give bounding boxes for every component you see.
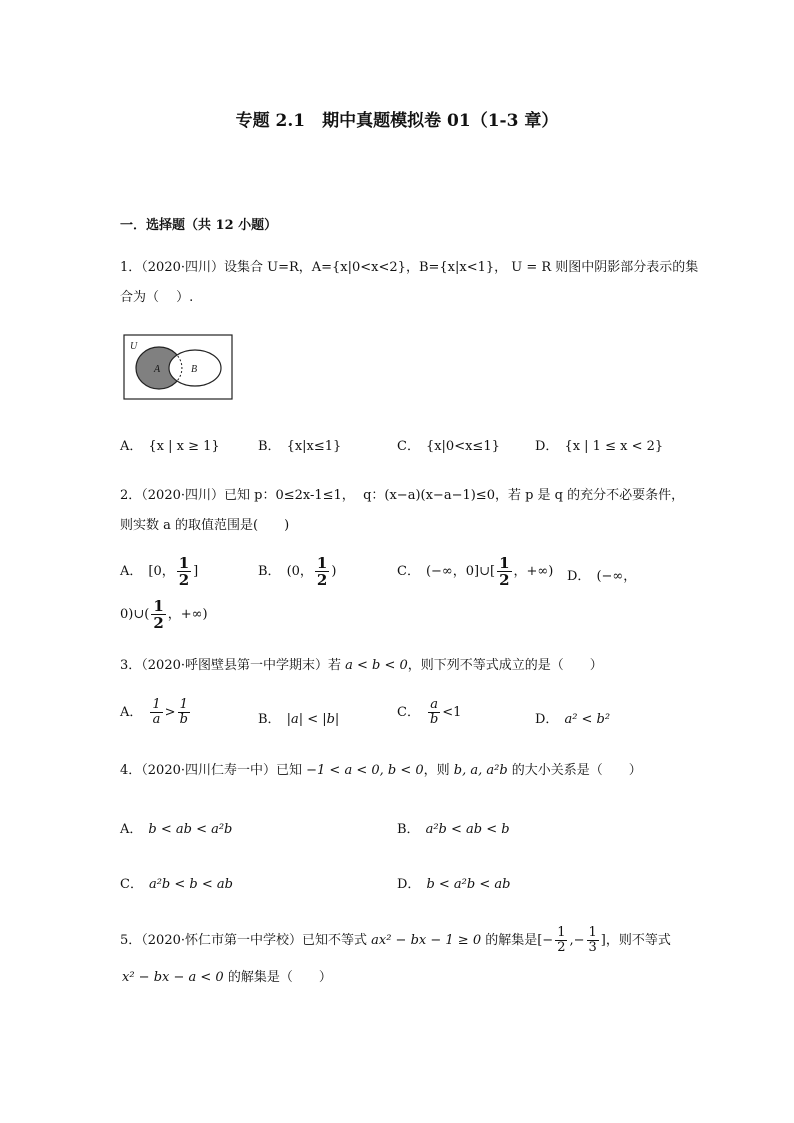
- q2-stem-line1: [120, 486, 684, 506]
- fraction-numerator: 1: [557, 925, 566, 940]
- option-label: D．: [567, 569, 591, 584]
- option-label: A．: [120, 564, 143, 579]
- option-label: C．: [397, 439, 420, 454]
- option-post: ，+∞): [167, 607, 208, 622]
- fraction: [315, 555, 329, 588]
- fraction-numerator: 1: [499, 554, 510, 572]
- q4-stem-line1: [120, 761, 642, 781]
- option-label: C．: [397, 705, 420, 720]
- fraction-numerator: 1: [152, 697, 161, 712]
- option-post: ): [331, 564, 337, 579]
- option-text: a² < b²: [564, 712, 611, 727]
- option-label: D．: [535, 712, 559, 727]
- q1-option-c[interactable]: [397, 435, 500, 454]
- fraction-numerator: a: [428, 698, 440, 713]
- option-text: {x | 1 ≤ x < 2}: [564, 439, 664, 454]
- q1-stem-line2: 合为（ ）.: [120, 290, 194, 305]
- option-label: B．: [258, 712, 281, 727]
- option-label: B．: [258, 564, 281, 579]
- fraction-numerator: 1: [588, 925, 597, 940]
- fraction-denominator: 2: [499, 571, 510, 589]
- option-label: C．: [397, 564, 420, 579]
- q2-q-condition: q：(x−a)(x−a−1)≤0，若 p 是 q 的充分不必要条件，: [363, 488, 685, 503]
- q1-option-b[interactable]: [258, 435, 341, 454]
- fraction: [587, 926, 599, 955]
- q4-mid: ，则: [423, 763, 454, 778]
- q3-option-b[interactable]: [258, 708, 339, 727]
- fraction-numerator: 1: [153, 597, 164, 615]
- q5-suffix: ，则不等式: [605, 933, 671, 948]
- venn-label-b: B: [191, 364, 198, 375]
- q2-option-c[interactable]: [397, 555, 553, 588]
- option-pre: [0，: [148, 564, 175, 579]
- fraction: [150, 698, 162, 727]
- option-text: b < ab < a²b: [148, 822, 233, 837]
- option-text: {x|0<x≤1}: [425, 439, 500, 454]
- q3-option-c[interactable]: [397, 698, 461, 727]
- q5-interval-open: [−: [537, 933, 554, 948]
- q2-option-b[interactable]: [258, 555, 336, 588]
- option-label: C．: [120, 877, 143, 892]
- fraction-numerator: 1: [178, 698, 190, 713]
- option-text: b < a²b < ab: [426, 877, 511, 892]
- fraction-denominator: 2: [153, 614, 164, 632]
- option-label: B．: [397, 822, 420, 837]
- q3-prefix: 3．（2020·呼图壁县第一中学期末）若: [120, 658, 346, 673]
- page-title: 专题 2.1 期中真题模拟卷 01（1-3 章）: [235, 111, 559, 131]
- fraction: [497, 555, 511, 588]
- q5-suffix-2: 的解集是（ ）: [223, 970, 332, 985]
- option-label: B．: [258, 439, 281, 454]
- fraction-numerator: 1: [316, 554, 328, 572]
- q2-option-d-continued[interactable]: [120, 598, 208, 631]
- q3-option-d[interactable]: [535, 708, 610, 727]
- fraction: [555, 926, 567, 955]
- fraction-denominator: a: [152, 712, 161, 727]
- q1-option-a[interactable]: [120, 435, 220, 454]
- venn-diagram: [123, 334, 233, 400]
- q3-suffix: ，则下列不等式成立的是（ ）: [407, 658, 603, 673]
- option-text: a²b < b < ab: [148, 877, 233, 892]
- q4-terms: b, a, a²b: [453, 763, 508, 778]
- q5-interval-sep: ,−: [569, 933, 585, 948]
- option-label: D．: [397, 877, 421, 892]
- option-pre: (−∞，0]∪[: [425, 564, 496, 579]
- fraction-denominator: 3: [588, 940, 597, 955]
- q2-stem-line2: 则实数 a 的取值范围是( ): [120, 518, 290, 533]
- q3-condition: a < b < 0: [345, 658, 408, 673]
- fraction-denominator: b: [429, 712, 439, 727]
- fraction: [177, 555, 191, 588]
- q5-stem-line2: [122, 968, 332, 988]
- q4-option-a[interactable]: [120, 818, 232, 837]
- q5-prefix: 5．（2020·怀仁市第一中学校）已知不等式: [120, 933, 372, 948]
- option-pre: (0，: [286, 564, 313, 579]
- option-label: A．: [120, 822, 143, 837]
- q4-option-d[interactable]: [397, 873, 510, 892]
- q5-inequality: ax² − bx − 1 ≥ 0: [371, 933, 482, 948]
- q4-condition: −1 < a < 0, b < 0: [306, 763, 424, 778]
- venn-label-u: U: [130, 341, 138, 352]
- comparison-operator: >: [164, 705, 176, 720]
- q4-option-c[interactable]: [120, 873, 233, 892]
- q3-option-a[interactable]: [120, 698, 192, 727]
- option-text: a²b < ab < b: [425, 822, 510, 837]
- q5-interval-close: ]: [600, 933, 606, 948]
- q2-option-d[interactable]: [567, 565, 636, 584]
- fraction-denominator: 2: [557, 940, 566, 955]
- option-label: D．: [535, 439, 559, 454]
- q2-option-a[interactable]: [120, 555, 198, 588]
- option-pre: (−∞，: [596, 569, 637, 584]
- q4-prefix: 4．（2020·四川仁寿一中）已知: [120, 763, 307, 778]
- q1-stem-line1: 1．（2020·四川）设集合 U=R，A={x|0<x<2}，B={x|x<1}， U = R 则图中阴影部分表示的集: [120, 260, 699, 275]
- section-heading: 一．选择题（共 12 小题）: [120, 218, 278, 233]
- q5-inequality-2: x² − bx − a < 0: [122, 970, 224, 985]
- q1-option-d[interactable]: [535, 435, 663, 454]
- fraction: [178, 698, 190, 727]
- q2-p-condition: p：0≤2x-1≤1，: [254, 488, 355, 503]
- option-post: ]: [193, 564, 199, 579]
- q5-stem-line1: [120, 926, 671, 955]
- venn-label-a: A: [154, 364, 161, 375]
- option-post: ，+∞): [513, 564, 554, 579]
- option-text: {x | x ≥ 1}: [148, 439, 220, 454]
- q2-prefix: 2．（2020·四川）已知: [120, 488, 255, 503]
- q4-suffix: 的大小关系是（ ）: [507, 763, 642, 778]
- comparison-operator: <1: [442, 705, 462, 720]
- option-label: A．: [120, 439, 143, 454]
- option-text: {x|x≤1}: [286, 439, 342, 454]
- fraction-numerator: 1: [178, 554, 190, 572]
- fraction: [151, 598, 165, 631]
- fraction-denominator: b: [179, 712, 188, 727]
- option-pre: 0)∪(: [120, 607, 150, 622]
- fraction: [428, 698, 440, 727]
- q4-option-b[interactable]: [397, 818, 510, 837]
- fraction-denominator: 2: [316, 571, 328, 589]
- fraction-denominator: 2: [178, 571, 190, 589]
- q3-stem-line1: [120, 656, 603, 676]
- q5-mid: 的解集是: [481, 933, 538, 948]
- option-label: A．: [120, 705, 143, 720]
- option-text: |a| < |b|: [286, 712, 340, 727]
